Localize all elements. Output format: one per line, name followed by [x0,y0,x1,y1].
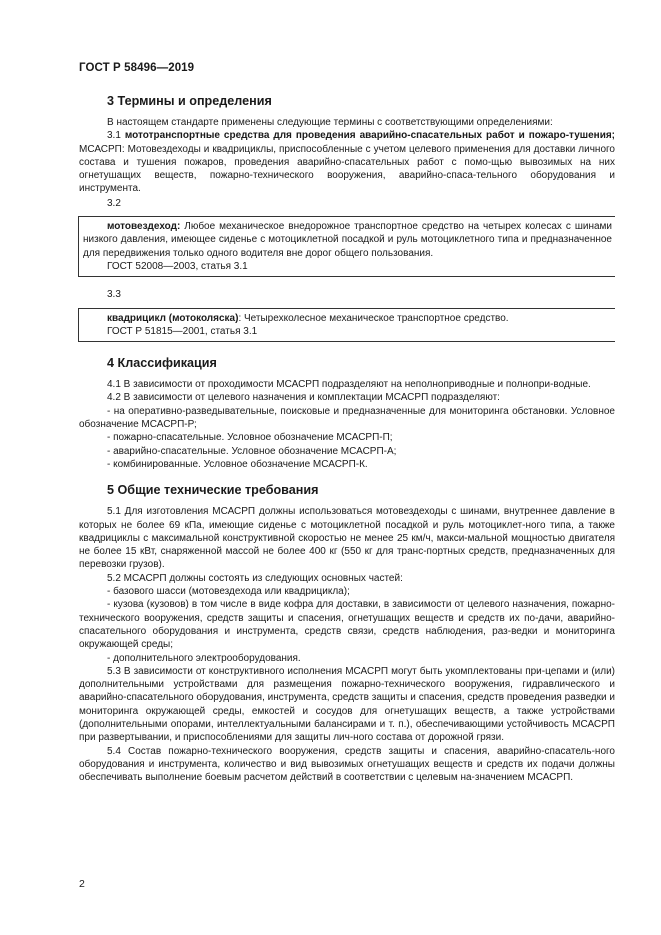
term-3-3-number: 3.3 [107,289,121,301]
term-3-3-box [78,308,615,343]
section-5-title: 5 Общие технические требования [107,483,319,498]
para-5-1: 5.1 Для изготовления МСАСРП должны использоваться мотовездеходы с шинами, внутреннее давление в которых не более 69 кПа, имеющие сиденье с мотоциклетной посадкой и руль мотоциклет-ного типа, а также квадрициклы с максимальной конструктивной скоростью не менее 25 км/ч, макси-мальной мощностью двигателя не более 15 кВт, снаряженной массой не более 400 кг (550 кг для транс-портных средств, предназначенных для перевозки грузов). [79,506,615,571]
list-item: - пожарно-спасательные. Условное обозначение МСАСРП-П; [107,432,393,444]
page-number: 2 [79,878,85,890]
term-3-2 [83,220,612,260]
term-3-3-term: квадрицикл (мотоколяска) [107,312,239,324]
term-3-2-term: мотовездеход: [107,221,181,233]
para-5-4: 5.4 Состав пожарно-технического вооружения, средств защиты и спасения, аварийно-спасатель-ного оборудования и инструмента, количество и вид вывозимых огнетушащих веществ и средств их подачи должны обеспечивать выполнение боевым расчетом действий в соответствии с целевым на-значением МСАСРП. [79,745,615,784]
document-body [79,94,615,784]
para-4-1: 4.1 В зависимости от проходимости МСАСРП подразделяют на неполноприводные и полнопри-водные. [107,379,591,391]
term-3-1-definition: МСАСРП: Мотовездеходы и квадрициклы, приспособленные с учетом целевого применения для доставки личного состава и тушения пожаров, проведения аварийно-спасательных работ с помо-щью вывозимых на них огнетушащих веществ, пожарно-технического вооружения, аварийно-спаса-тельного оборудования и инструмента. [79,143,615,195]
term-3-3 [83,312,612,325]
list-item: - базового шасси (мотовездехода или квадрицикла); [107,586,350,598]
term-3-1-term: мототранспортные средства для проведения аварийно-спасательных работ и пожаро-тушения; [124,130,616,142]
list-item: - комбинированные. Условное обозначение МСАСРП-К. [107,458,368,470]
para-5-3: 5.3 В зависимости от конструктивного исполнения МСАСРП могут быть укомплектованы при-цепами и (или) дополнительными устройствами для размещения пожарно-технического вооружения, гидравлического и аварийно-спасательного оборудования, инструмента, средств защиты и спасения, средств проведения разведки и мониторинга окружающей среды, емкостей и сосудов для огнетушащих веществ, а также устройствами (дополнительными опорами, интеллектуальными балансирами и т. п.), обеспечивающими устойчивость МСАСРП при развертывании, и приспособлениями для защиты лич-ного состава от дорожной грязи. [79,665,615,744]
term-3-2-number: 3.2 [107,197,121,209]
para-5-2: 5.2 МСАСРП должны состоять из следующих основных частей: [107,572,403,584]
term-3-3-definition: : Четырехколесное механическое транспортное средство. [238,312,509,324]
term-3-2-source: ГОСТ 52008—2003, статья 3.1 [107,260,248,272]
term-3-1 [79,129,615,195]
section-3-title: 3 Термины и определения [107,94,272,108]
list-item: - дополнительного электрооборудования. [107,652,301,664]
term-3-2-definition: Любое механическое внедорожное транспортное средство на четырех колесах с шинами низкого давления, имеющее сиденье с мотоциклетной посадкой и руль мотоциклетного типа и предназначенное для передвижения только одного водителя вне дорог общего пользования. [83,221,612,259]
list-item: - кузова (кузовов) в том числе в виде кофра для доставки, в зависимости от целевого назначения, пожарно-технического вооружения, средств защиты и спасения, огнетушащих веществ и средств их по-дачи, аварийно-спасательного оборудования и инструмента, средств связи, средств наблюдения, раз-ведки и мониторинга окружающей среды; [79,599,615,651]
list-item: - аварийно-спасательные. Условное обозначение МСАСРП-А; [107,445,397,457]
term-3-1-number: 3.1 [107,130,121,142]
list-item: - на оперативно-разведывательные, поисковые и предназначенные для мониторинга обстановки. Условное обозначение МСАСРП-Р; [79,405,615,431]
section-3-intro: В настоящем стандарте применены следующие термины с соответствующими определениями: [107,117,553,128]
section-4-title: 4 Классификация [107,356,217,371]
term-3-2-box [78,216,615,277]
document-header: ГОСТ Р 58496—2019 [79,62,195,74]
para-4-2: 4.2 В зависимости от целевого назначения и комплектации МСАСРП подразделяют: [107,392,500,404]
term-3-3-source: ГОСТ Р 51815—2001, статья 3.1 [107,325,258,337]
